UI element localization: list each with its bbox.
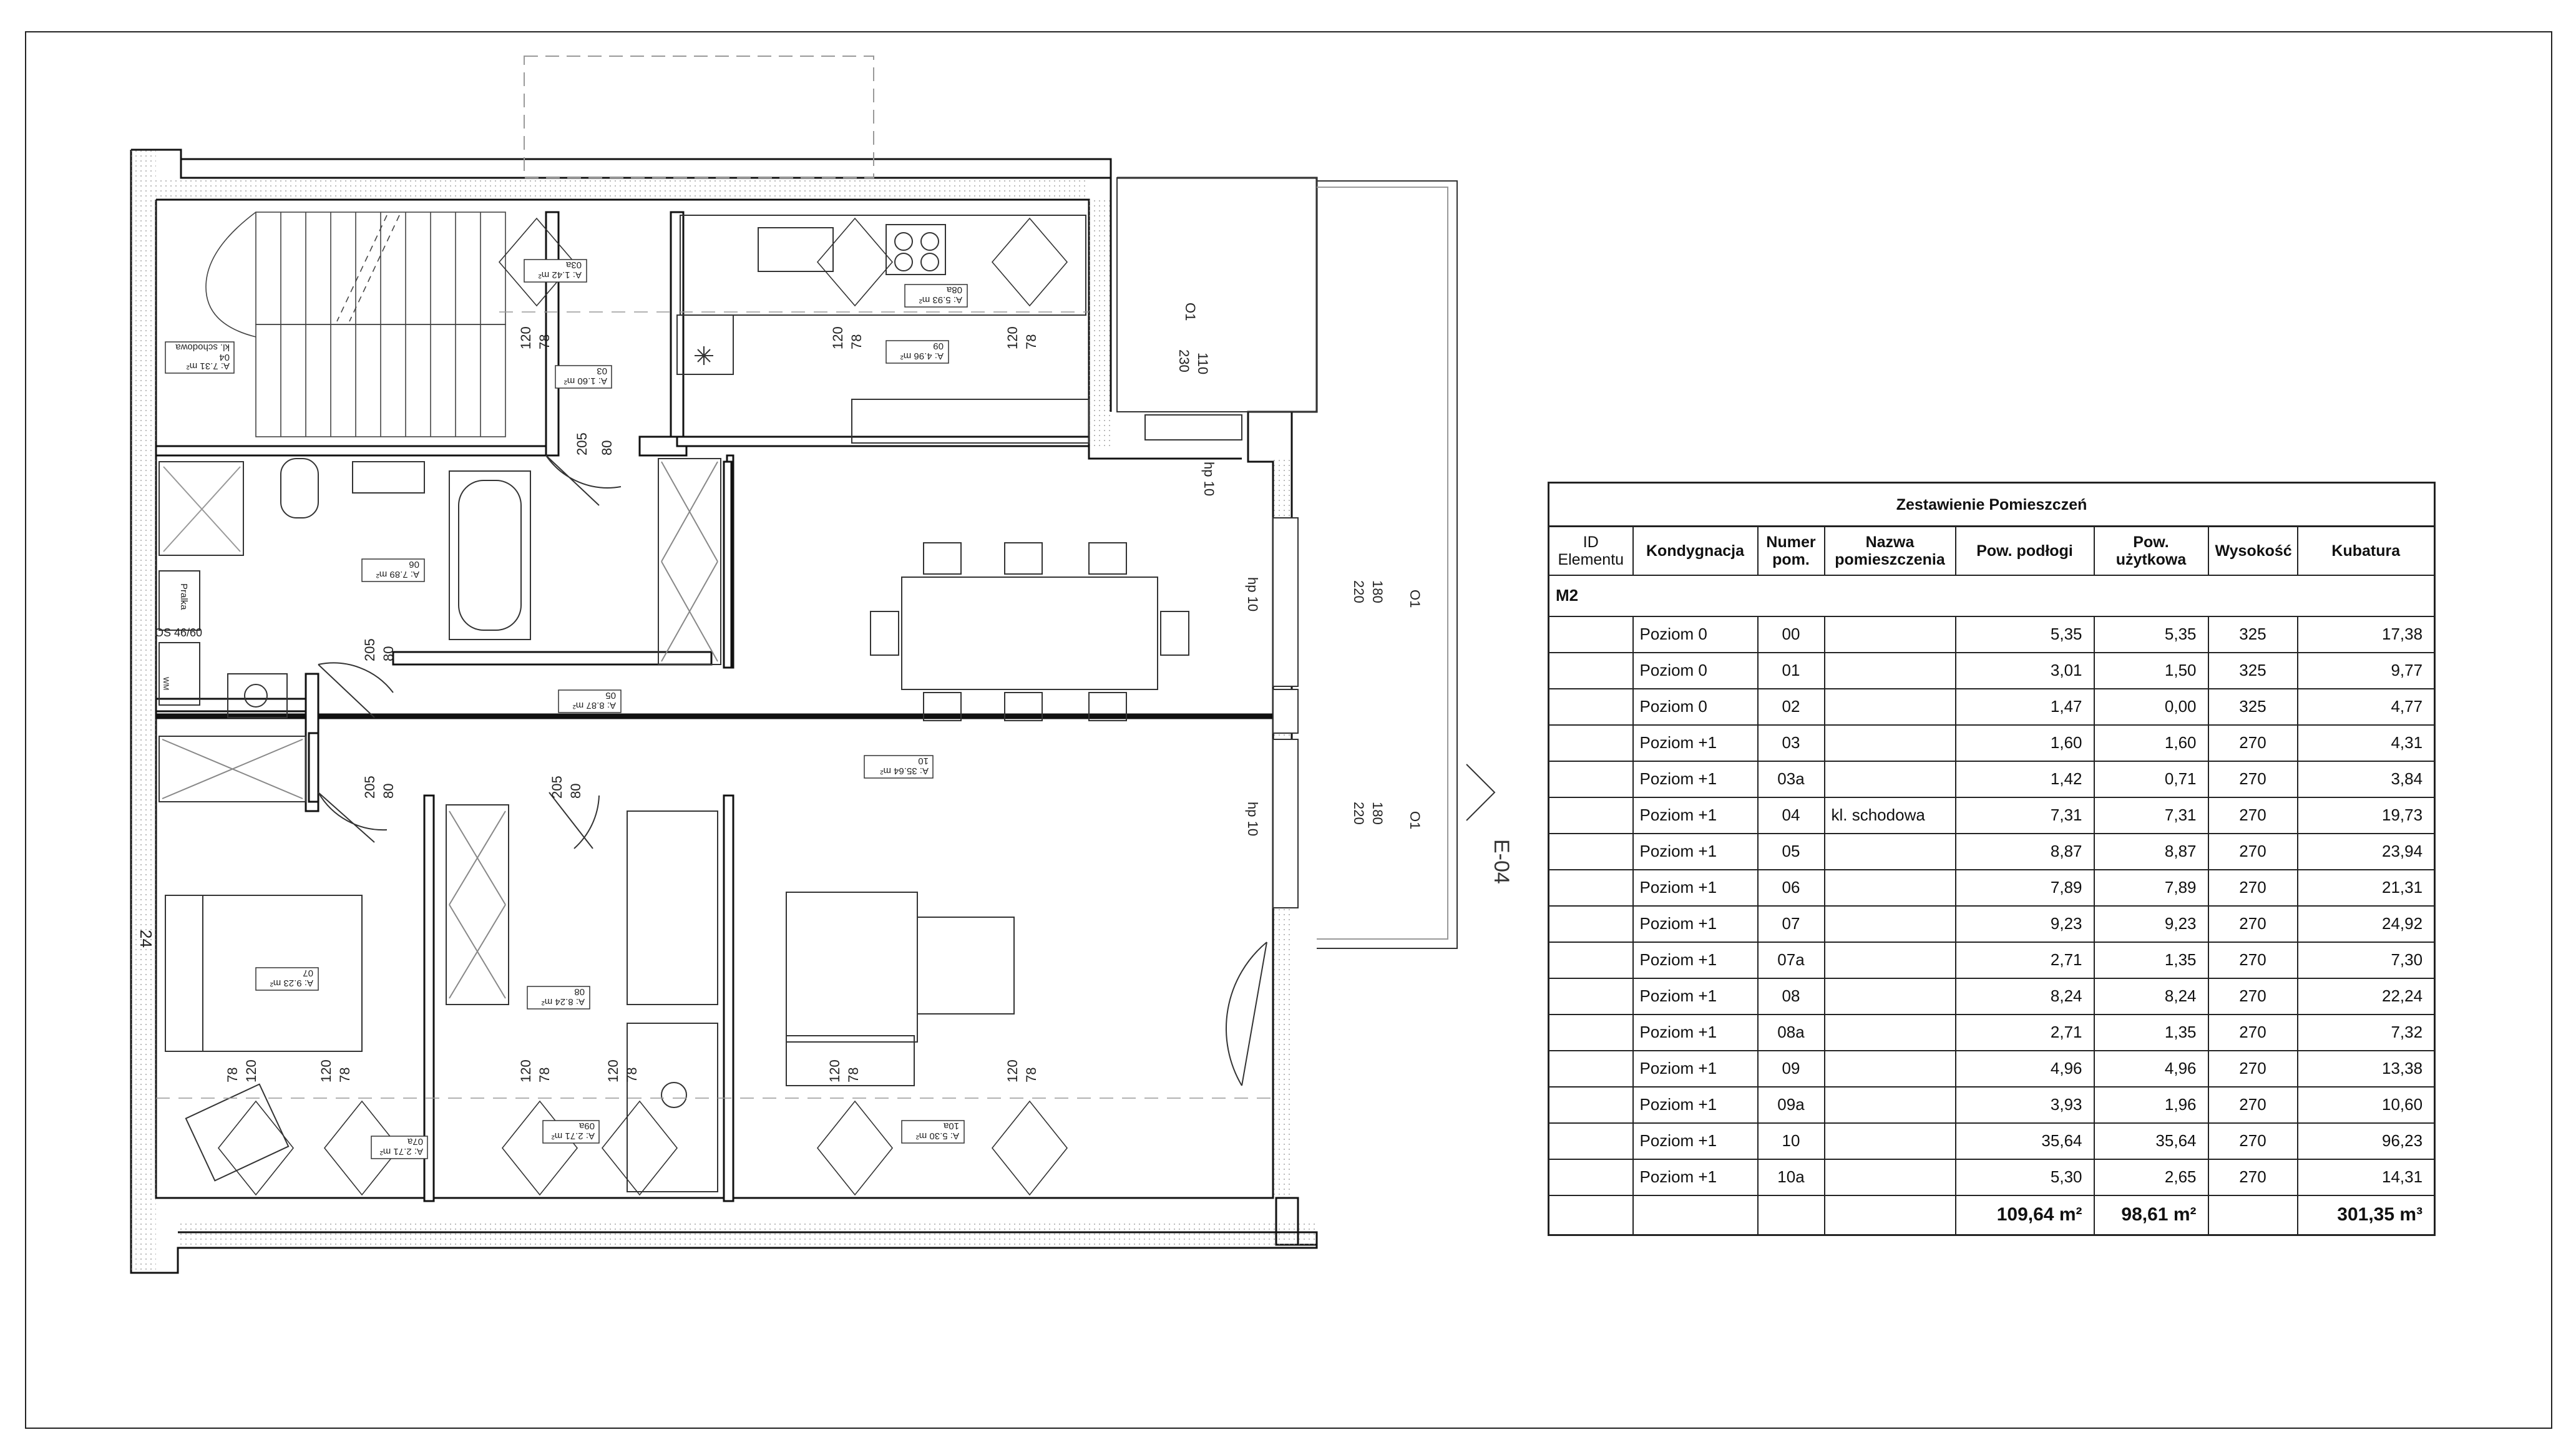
cell-usable: 9,23 bbox=[2094, 906, 2208, 942]
cell-id bbox=[1549, 1051, 1633, 1087]
col-header: Kubatura bbox=[2298, 527, 2435, 575]
group-label: M2 bbox=[1549, 575, 2435, 616]
cell-volume: 19,73 bbox=[2298, 797, 2435, 834]
table-title: Zestawienie Pomieszczeń bbox=[1549, 483, 2435, 527]
cell-volume: 7,30 bbox=[2298, 942, 2435, 978]
cell-volume: 7,32 bbox=[2298, 1015, 2435, 1051]
cell-volume: 10,60 bbox=[2298, 1087, 2435, 1123]
table-row bbox=[1549, 1051, 2435, 1087]
snowflake-icon bbox=[695, 346, 713, 365]
cell-id bbox=[1549, 1159, 1633, 1195]
cell-name bbox=[1825, 1051, 1956, 1087]
cell-name bbox=[1825, 653, 1956, 689]
cell-level: Poziom 0 bbox=[1633, 616, 1758, 653]
cell-usable: 35,64 bbox=[2094, 1123, 2208, 1159]
cell-name bbox=[1825, 689, 1956, 725]
svg-text:80: 80 bbox=[381, 646, 396, 661]
cell-id bbox=[1549, 870, 1633, 906]
svg-text:hp 10: hp 10 bbox=[1201, 462, 1217, 497]
dining-set bbox=[871, 543, 1189, 721]
cell-usable: 8,87 bbox=[2094, 834, 2208, 870]
cell-level: Poziom +1 bbox=[1633, 1015, 1758, 1051]
cell-height: 270 bbox=[2208, 1015, 2298, 1051]
cell-height: 270 bbox=[2208, 1087, 2298, 1123]
table-row bbox=[1549, 653, 2435, 689]
cell-name bbox=[1825, 834, 1956, 870]
cell-floor: 3,01 bbox=[1956, 653, 2094, 689]
totals-row bbox=[1549, 1195, 2435, 1235]
cell-name bbox=[1825, 906, 1956, 942]
svg-text:10: 10 bbox=[918, 756, 929, 766]
cell-volume: 21,31 bbox=[2298, 870, 2435, 906]
svg-text:80: 80 bbox=[568, 783, 583, 799]
cell-height: 270 bbox=[2208, 725, 2298, 761]
cell-name bbox=[1825, 942, 1956, 978]
cell-name bbox=[1825, 761, 1956, 797]
cell-floor: 9,23 bbox=[1956, 906, 2094, 942]
svg-text:230: 230 bbox=[1176, 349, 1192, 372]
cell-usable: 8,24 bbox=[2094, 978, 2208, 1015]
svg-text:205: 205 bbox=[549, 776, 565, 799]
svg-text:10a: 10a bbox=[943, 1121, 959, 1131]
cell-name bbox=[1825, 725, 1956, 761]
table-row bbox=[1549, 870, 2435, 906]
table-row bbox=[1549, 797, 2435, 834]
svg-text:A: 5.93 m²: A: 5.93 m² bbox=[919, 294, 962, 305]
cell-name bbox=[1825, 1159, 1956, 1195]
cell-height: 270 bbox=[2208, 870, 2298, 906]
svg-text:Pralka: Pralka bbox=[178, 583, 189, 610]
cell-name bbox=[1825, 616, 1956, 653]
cell-floor: 5,30 bbox=[1956, 1159, 2094, 1195]
svg-text:A: 1.60 m²: A: 1.60 m² bbox=[564, 376, 607, 386]
cell-id bbox=[1549, 797, 1633, 834]
cell-usable: 5,35 bbox=[2094, 616, 2208, 653]
cell-id bbox=[1549, 942, 1633, 978]
svg-text:120: 120 bbox=[1005, 326, 1020, 349]
cell-usable: 1,60 bbox=[2094, 725, 2208, 761]
cell-height: 270 bbox=[2208, 797, 2298, 834]
table-row bbox=[1549, 616, 2435, 653]
svg-text:120: 120 bbox=[243, 1059, 259, 1083]
staircase bbox=[206, 212, 505, 437]
svg-text:hp 10: hp 10 bbox=[1245, 802, 1261, 837]
col-header: Kondygnacja bbox=[1633, 527, 1758, 575]
cell-floor: 1,60 bbox=[1956, 725, 2094, 761]
svg-text:78: 78 bbox=[225, 1067, 240, 1083]
bathroom-fixtures bbox=[159, 459, 530, 718]
svg-text:80: 80 bbox=[599, 440, 615, 455]
cell-level: Poziom +1 bbox=[1633, 1123, 1758, 1159]
svg-text:07: 07 bbox=[303, 968, 313, 978]
svg-text:07a: 07a bbox=[407, 1136, 423, 1147]
cell-num: 07 bbox=[1758, 906, 1825, 942]
svg-text:08: 08 bbox=[574, 986, 585, 997]
cell-num: 03 bbox=[1758, 725, 1825, 761]
col-header: Pow. podłogi bbox=[1956, 527, 2094, 575]
group-row bbox=[1549, 575, 2435, 616]
svg-text:A: 2.71 m²: A: 2.71 m² bbox=[379, 1146, 423, 1157]
table-row bbox=[1549, 1087, 2435, 1123]
cell-id bbox=[1549, 616, 1633, 653]
col-header: Numer pom. bbox=[1758, 527, 1825, 575]
cell-height: 270 bbox=[2208, 1051, 2298, 1087]
table-header-row bbox=[1549, 527, 2435, 575]
svg-text:06: 06 bbox=[409, 559, 419, 570]
table-row bbox=[1549, 1123, 2435, 1159]
cell-level: Poziom +1 bbox=[1633, 797, 1758, 834]
svg-text:78: 78 bbox=[537, 1067, 552, 1083]
cell-id bbox=[1549, 761, 1633, 797]
wall-hatch-bottom bbox=[178, 1223, 1317, 1245]
svg-text:hp 10: hp 10 bbox=[1245, 577, 1261, 612]
cell-id bbox=[1549, 834, 1633, 870]
table-row bbox=[1549, 725, 2435, 761]
cell-id bbox=[1549, 653, 1633, 689]
cell-height: 270 bbox=[2208, 1123, 2298, 1159]
cell-floor: 7,31 bbox=[1956, 797, 2094, 834]
table-body bbox=[1549, 575, 2435, 1195]
table-row bbox=[1549, 834, 2435, 870]
cell-num: 04 bbox=[1758, 797, 1825, 834]
svg-text:A: 7.89 m²: A: 7.89 m² bbox=[376, 569, 419, 580]
svg-text:03a: 03a bbox=[565, 260, 582, 270]
svg-text:A: 7.31 m²: A: 7.31 m² bbox=[186, 361, 230, 371]
cell-num: 03a bbox=[1758, 761, 1825, 797]
svg-text:78: 78 bbox=[337, 1067, 353, 1083]
cell-height: 270 bbox=[2208, 942, 2298, 978]
cell-id bbox=[1549, 725, 1633, 761]
elevation-label: E-04 bbox=[1490, 839, 1513, 884]
table-row bbox=[1549, 906, 2435, 942]
cell-num: 10a bbox=[1758, 1159, 1825, 1195]
svg-text:O1: O1 bbox=[1407, 590, 1423, 608]
table-row bbox=[1549, 689, 2435, 725]
cell-num: 02 bbox=[1758, 689, 1825, 725]
svg-text:120: 120 bbox=[830, 326, 846, 349]
svg-text:78: 78 bbox=[1023, 334, 1039, 349]
cell-name bbox=[1825, 870, 1956, 906]
elevation-marker bbox=[1466, 764, 1513, 884]
svg-text:80: 80 bbox=[381, 783, 396, 799]
cell-floor: 2,71 bbox=[1956, 1015, 2094, 1051]
svg-text:A: 8.87 m²: A: 8.87 m² bbox=[572, 700, 616, 711]
cell-id bbox=[1549, 689, 1633, 725]
table-row bbox=[1549, 761, 2435, 797]
cell-name bbox=[1825, 1015, 1956, 1051]
cell-usable: 1,50 bbox=[2094, 653, 2208, 689]
svg-text:kl. schodowa: kl. schodowa bbox=[175, 342, 230, 353]
cell-num: 07a bbox=[1758, 942, 1825, 978]
svg-text:08a: 08a bbox=[946, 285, 962, 295]
cell-usable: 4,96 bbox=[2094, 1051, 2208, 1087]
col-header: ID Elementu bbox=[1549, 527, 1633, 575]
cell-num: 08 bbox=[1758, 978, 1825, 1015]
cell-name: kl. schodowa bbox=[1825, 797, 1956, 834]
total-usable: 98,61 m² bbox=[2094, 1195, 2208, 1235]
cell-height: 270 bbox=[2208, 906, 2298, 942]
cell-floor: 8,87 bbox=[1956, 834, 2094, 870]
cell-floor: 8,24 bbox=[1956, 978, 2094, 1015]
cell-num: 00 bbox=[1758, 616, 1825, 653]
cell-volume: 17,38 bbox=[2298, 616, 2435, 653]
cell-level: Poziom +1 bbox=[1633, 906, 1758, 942]
cell-floor: 5,35 bbox=[1956, 616, 2094, 653]
cell-volume: 23,94 bbox=[2298, 834, 2435, 870]
col-header: Wysokość bbox=[2208, 527, 2298, 575]
cell-floor: 4,96 bbox=[1956, 1051, 2094, 1087]
col-header: Pow. użytkowa bbox=[2094, 527, 2208, 575]
cell-level: Poziom +1 bbox=[1633, 870, 1758, 906]
svg-text:O1: O1 bbox=[1407, 811, 1423, 830]
table-row bbox=[1549, 1159, 2435, 1195]
svg-text:03: 03 bbox=[597, 366, 607, 376]
cell-level: Poziom +1 bbox=[1633, 761, 1758, 797]
svg-text:A: 4.96 m²: A: 4.96 m² bbox=[900, 351, 944, 361]
cell-volume: 13,38 bbox=[2298, 1051, 2435, 1087]
cell-level: Poziom +1 bbox=[1633, 1159, 1758, 1195]
svg-text:120: 120 bbox=[827, 1059, 842, 1083]
cell-floor: 35,64 bbox=[1956, 1123, 2094, 1159]
wall-hatch-kitchen bbox=[1089, 200, 1111, 449]
cell-volume: 22,24 bbox=[2298, 978, 2435, 1015]
col-header: Nazwa pomieszczenia bbox=[1825, 527, 1956, 575]
cell-floor: 7,89 bbox=[1956, 870, 2094, 906]
svg-text:120: 120 bbox=[1005, 1059, 1020, 1083]
svg-text:A: 35.64 m²: A: 35.64 m² bbox=[880, 766, 929, 776]
cell-usable: 7,89 bbox=[2094, 870, 2208, 906]
svg-text:O1: O1 bbox=[1183, 303, 1198, 321]
svg-text:120: 120 bbox=[518, 326, 534, 349]
svg-text:180: 180 bbox=[1370, 802, 1385, 825]
doors bbox=[318, 455, 1267, 1086]
table-row bbox=[1549, 978, 2435, 1015]
svg-text:120: 120 bbox=[605, 1059, 621, 1083]
cell-height: 270 bbox=[2208, 834, 2298, 870]
cell-level: Poziom 0 bbox=[1633, 653, 1758, 689]
cell-volume: 4,77 bbox=[2298, 689, 2435, 725]
svg-text:78: 78 bbox=[1023, 1067, 1039, 1083]
cell-height: 325 bbox=[2208, 653, 2298, 689]
svg-text:78: 78 bbox=[846, 1067, 861, 1083]
cell-height: 270 bbox=[2208, 761, 2298, 797]
cell-level: Poziom +1 bbox=[1633, 725, 1758, 761]
svg-text:04: 04 bbox=[219, 352, 230, 363]
cell-level: Poziom 0 bbox=[1633, 689, 1758, 725]
svg-text:09a: 09a bbox=[578, 1121, 595, 1131]
cell-floor: 1,42 bbox=[1956, 761, 2094, 797]
cell-level: Poziom +1 bbox=[1633, 978, 1758, 1015]
svg-text:220: 220 bbox=[1351, 802, 1367, 825]
svg-text:09: 09 bbox=[933, 341, 944, 351]
cell-volume: 4,31 bbox=[2298, 725, 2435, 761]
cell-level: Poziom +1 bbox=[1633, 1051, 1758, 1087]
cell-usable: 1,35 bbox=[2094, 1015, 2208, 1051]
table-row bbox=[1549, 1015, 2435, 1051]
svg-text:24: 24 bbox=[137, 930, 155, 948]
svg-text:A: 5.30 m²: A: 5.30 m² bbox=[915, 1131, 959, 1141]
svg-text:OS 46/60: OS 46/60 bbox=[155, 626, 203, 639]
cell-volume: 96,23 bbox=[2298, 1123, 2435, 1159]
cell-id bbox=[1549, 906, 1633, 942]
cell-num: 05 bbox=[1758, 834, 1825, 870]
svg-text:A: 2.71 m²: A: 2.71 m² bbox=[551, 1131, 595, 1141]
cell-height: 270 bbox=[2208, 978, 2298, 1015]
svg-text:180: 180 bbox=[1370, 580, 1385, 603]
cell-level: Poziom +1 bbox=[1633, 834, 1758, 870]
svg-text:WM: WM bbox=[162, 677, 170, 691]
cell-num: 09a bbox=[1758, 1087, 1825, 1123]
cell-height: 325 bbox=[2208, 616, 2298, 653]
total-volume: 301,35 m³ bbox=[2298, 1195, 2435, 1235]
svg-text:120: 120 bbox=[318, 1059, 334, 1083]
cell-name bbox=[1825, 978, 1956, 1015]
svg-text:78: 78 bbox=[624, 1067, 640, 1083]
cell-height: 325 bbox=[2208, 689, 2298, 725]
svg-text:205: 205 bbox=[574, 432, 590, 455]
cell-usable: 2,65 bbox=[2094, 1159, 2208, 1195]
cell-level: Poziom +1 bbox=[1633, 1087, 1758, 1123]
cell-floor: 3,93 bbox=[1956, 1087, 2094, 1123]
cell-height: 270 bbox=[2208, 1159, 2298, 1195]
svg-text:220: 220 bbox=[1351, 580, 1367, 603]
svg-text:110: 110 bbox=[1195, 353, 1211, 375]
cell-num: 01 bbox=[1758, 653, 1825, 689]
cell-usable: 1,35 bbox=[2094, 942, 2208, 978]
svg-text:A: 9.23 m²: A: 9.23 m² bbox=[270, 978, 313, 988]
cell-usable: 0,00 bbox=[2094, 689, 2208, 725]
cell-num: 10 bbox=[1758, 1123, 1825, 1159]
svg-text:A: 1.42 m²: A: 1.42 m² bbox=[538, 270, 582, 280]
svg-text:05: 05 bbox=[605, 690, 616, 701]
cell-id bbox=[1549, 1087, 1633, 1123]
cell-id bbox=[1549, 1015, 1633, 1051]
cell-floor: 1,47 bbox=[1956, 689, 2094, 725]
svg-text:205: 205 bbox=[362, 776, 378, 799]
svg-text:78: 78 bbox=[537, 334, 552, 349]
cell-id bbox=[1549, 978, 1633, 1015]
wall-hatch-top bbox=[156, 178, 1089, 200]
table-title-row bbox=[1549, 483, 2435, 527]
svg-text:205: 205 bbox=[362, 638, 378, 661]
room-schedule-table bbox=[1548, 482, 2436, 1236]
cell-volume: 24,92 bbox=[2298, 906, 2435, 942]
cell-floor: 2,71 bbox=[1956, 942, 2094, 978]
table-row bbox=[1549, 942, 2435, 978]
wall-hatch-left bbox=[131, 150, 156, 1273]
cell-volume: 3,84 bbox=[2298, 761, 2435, 797]
cell-name bbox=[1825, 1123, 1956, 1159]
svg-text:78: 78 bbox=[849, 334, 864, 349]
svg-text:120: 120 bbox=[518, 1059, 534, 1083]
cell-num: 09 bbox=[1758, 1051, 1825, 1087]
cell-volume: 9,77 bbox=[2298, 653, 2435, 689]
svg-text:A: 8.24 m²: A: 8.24 m² bbox=[541, 996, 585, 1007]
cell-id bbox=[1549, 1123, 1633, 1159]
cell-usable: 0,71 bbox=[2094, 761, 2208, 797]
cell-num: 08a bbox=[1758, 1015, 1825, 1051]
cell-num: 06 bbox=[1758, 870, 1825, 906]
cell-usable: 1,96 bbox=[2094, 1087, 2208, 1123]
cell-usable: 7,31 bbox=[2094, 797, 2208, 834]
cell-name bbox=[1825, 1087, 1956, 1123]
cell-level: Poziom +1 bbox=[1633, 942, 1758, 978]
total-floor: 109,64 m² bbox=[1956, 1195, 2094, 1235]
cell-volume: 14,31 bbox=[2298, 1159, 2435, 1195]
